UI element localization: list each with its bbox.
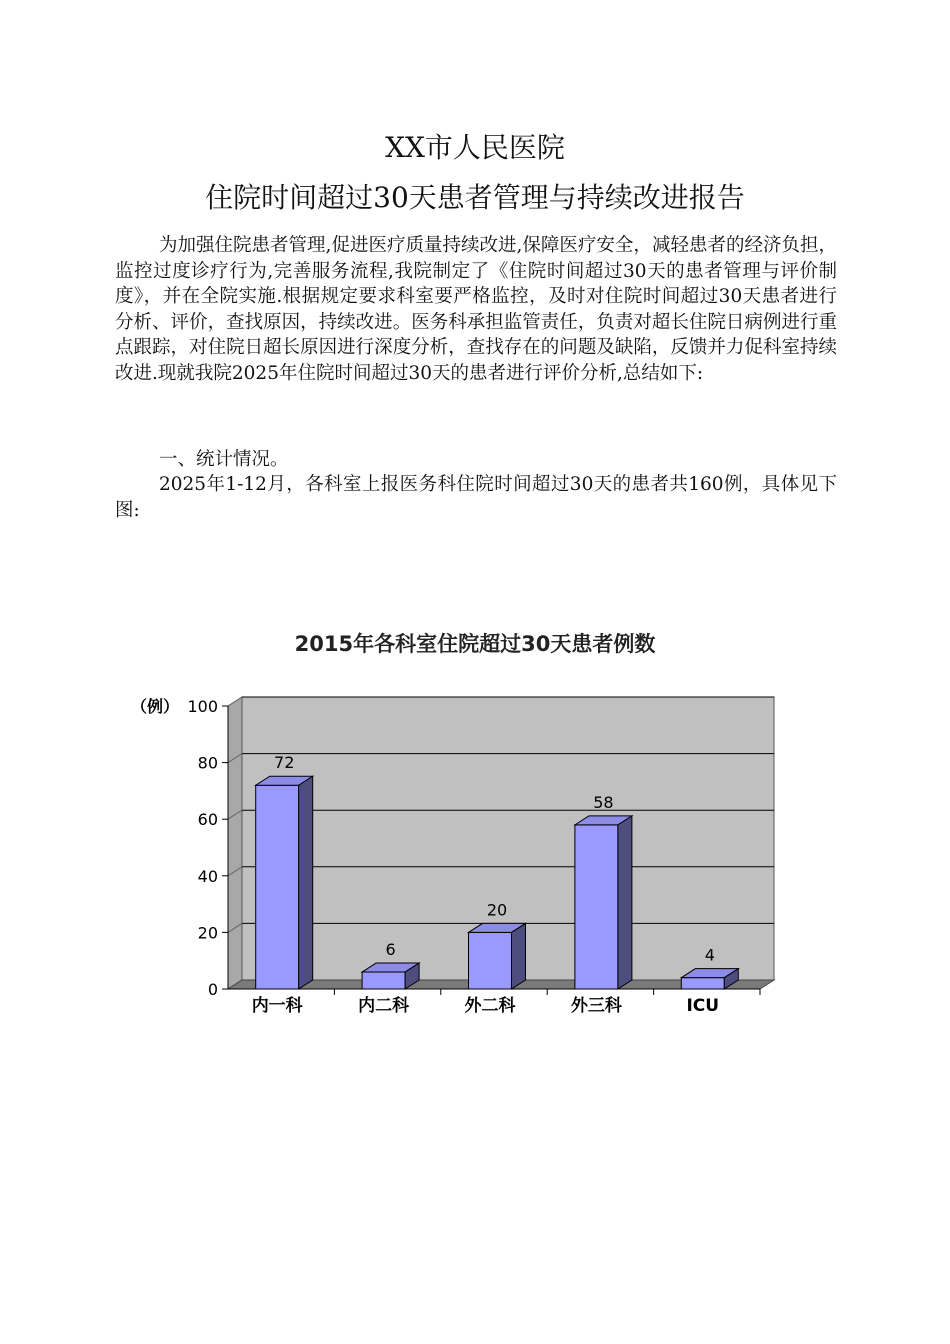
y-tick-label: 80 — [197, 753, 218, 773]
x-tick-label-1: 内二科 — [358, 996, 410, 1016]
plot-side-wall — [228, 697, 242, 989]
intro-paragraph: 为加强住院患者管理,促进医疗质量持续改进,保障医疗安全，减轻患者的经济负担，监控过度诊疗行为,完善服务流程,我院制定了《住院时间超过30天的患者管理与评价制度》，并在全院实施.根据规定要求科室要严格监控，及时对住院时间超过30天患者进行分析、评价，查找原因，持续改进。医务科承担监管责任，负责对超长住院日病例进行重点跟踪，对住院日超长原因进行深度分析，查找存在的问题及缺陷，反馈并力促科室持续改进.现就我院2025年住院时间超过30天的患者进行评价分析,总结如下: — [115, 235, 837, 384]
bar-1 — [362, 972, 405, 989]
x-tick-label-2: 外二科 — [464, 996, 516, 1016]
statistics-paragraph: 2025年1-12月，各科室上报医务科住院时间超过30天的患者共160例，具体见下图: — [115, 474, 837, 521]
hospital-name-title: XX市人民医院 — [385, 131, 565, 164]
y-tick-label: 40 — [197, 866, 218, 886]
bar-0 — [256, 785, 299, 989]
data-label-3: 58 — [593, 792, 614, 812]
x-tick-label-3: 外三科 — [570, 996, 622, 1016]
bar-chart — [115, 620, 835, 1040]
data-label-1: 6 — [385, 940, 396, 960]
bar-2 — [469, 932, 512, 989]
report-title: 住院时间超过30天患者管理与持续改进报告 — [205, 181, 745, 214]
y-tick-label: 0 — [207, 980, 218, 999]
data-label-2: 20 — [486, 900, 508, 920]
data-label-0: 72 — [274, 753, 295, 773]
y-tick-label: 100 — [187, 697, 218, 716]
bar-4 — [681, 978, 724, 989]
bar-side-0 — [299, 776, 313, 989]
y-tick-label: 20 — [197, 923, 218, 943]
section-heading-statistics: 一、统计情况。 — [159, 449, 289, 470]
chart-canvas — [115, 620, 835, 1040]
bar-side-2 — [512, 923, 526, 989]
data-label-4: 4 — [704, 945, 715, 965]
y-tick-label: 60 — [197, 810, 218, 830]
x-tick-label-4: ICU — [686, 996, 720, 1016]
x-tick-label-0: 内一科 — [251, 996, 303, 1016]
bar-3 — [575, 825, 618, 989]
y-axis-label: （例） — [131, 697, 180, 716]
bar-side-3 — [618, 816, 632, 989]
chart-title: 2015年各科室住院超过30天患者例数 — [294, 632, 656, 656]
